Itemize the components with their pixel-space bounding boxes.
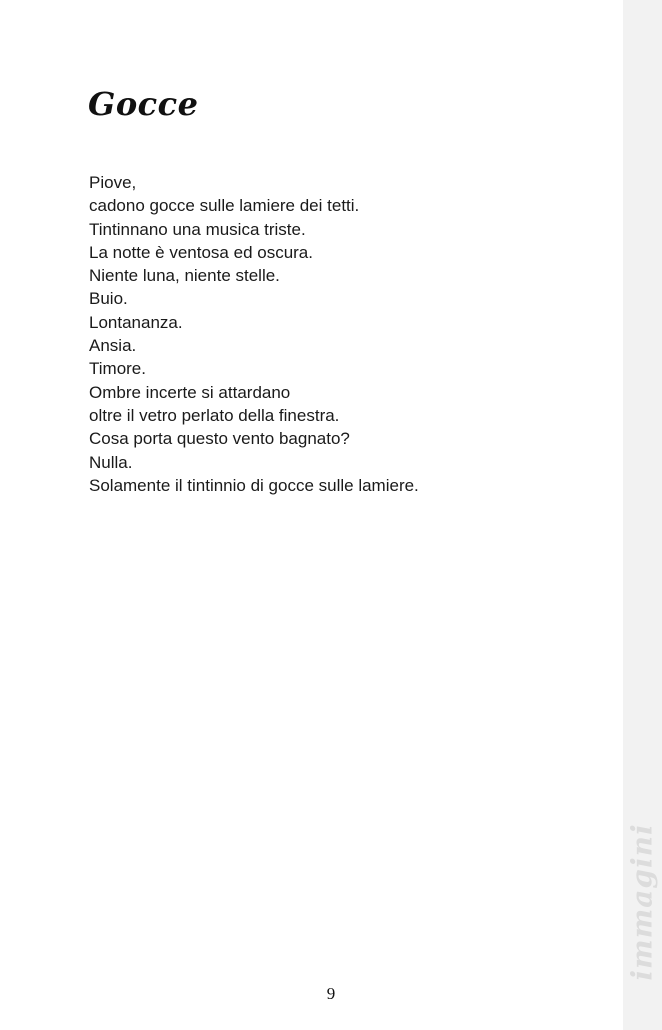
poem-line: Nulla. [89,452,133,472]
poem-title: Gocce [88,85,199,123]
poem-line: Ombre incerte si attardano [89,382,291,402]
poem-line: Lontananza. [89,312,183,332]
poem-line: Tintinnano una musica triste. [89,219,306,239]
section-tab-label: immagini [625,823,659,981]
poem-body [89,171,419,497]
poem-line: cadono gocce sulle lamiere dei tetti. [89,196,360,216]
poem-line: Ansia. [89,336,137,356]
poem-line: Buio. [89,289,128,309]
poem-line: La notte è ventosa ed oscura. [89,242,313,262]
poem-line: Cosa porta questo vento bagnato? [89,429,350,449]
poem-line: Piove, [89,173,137,192]
poem-line: Solamente il tintinnio di gocce sulle lamiere. [89,475,419,495]
page-number: 9 [326,984,336,1003]
poem-line: oltre il vetro perlato della finestra. [89,405,340,425]
poem-line: Niente luna, niente stelle. [89,266,280,286]
poem-line: Timore. [89,359,146,379]
section-tab [623,820,662,985]
